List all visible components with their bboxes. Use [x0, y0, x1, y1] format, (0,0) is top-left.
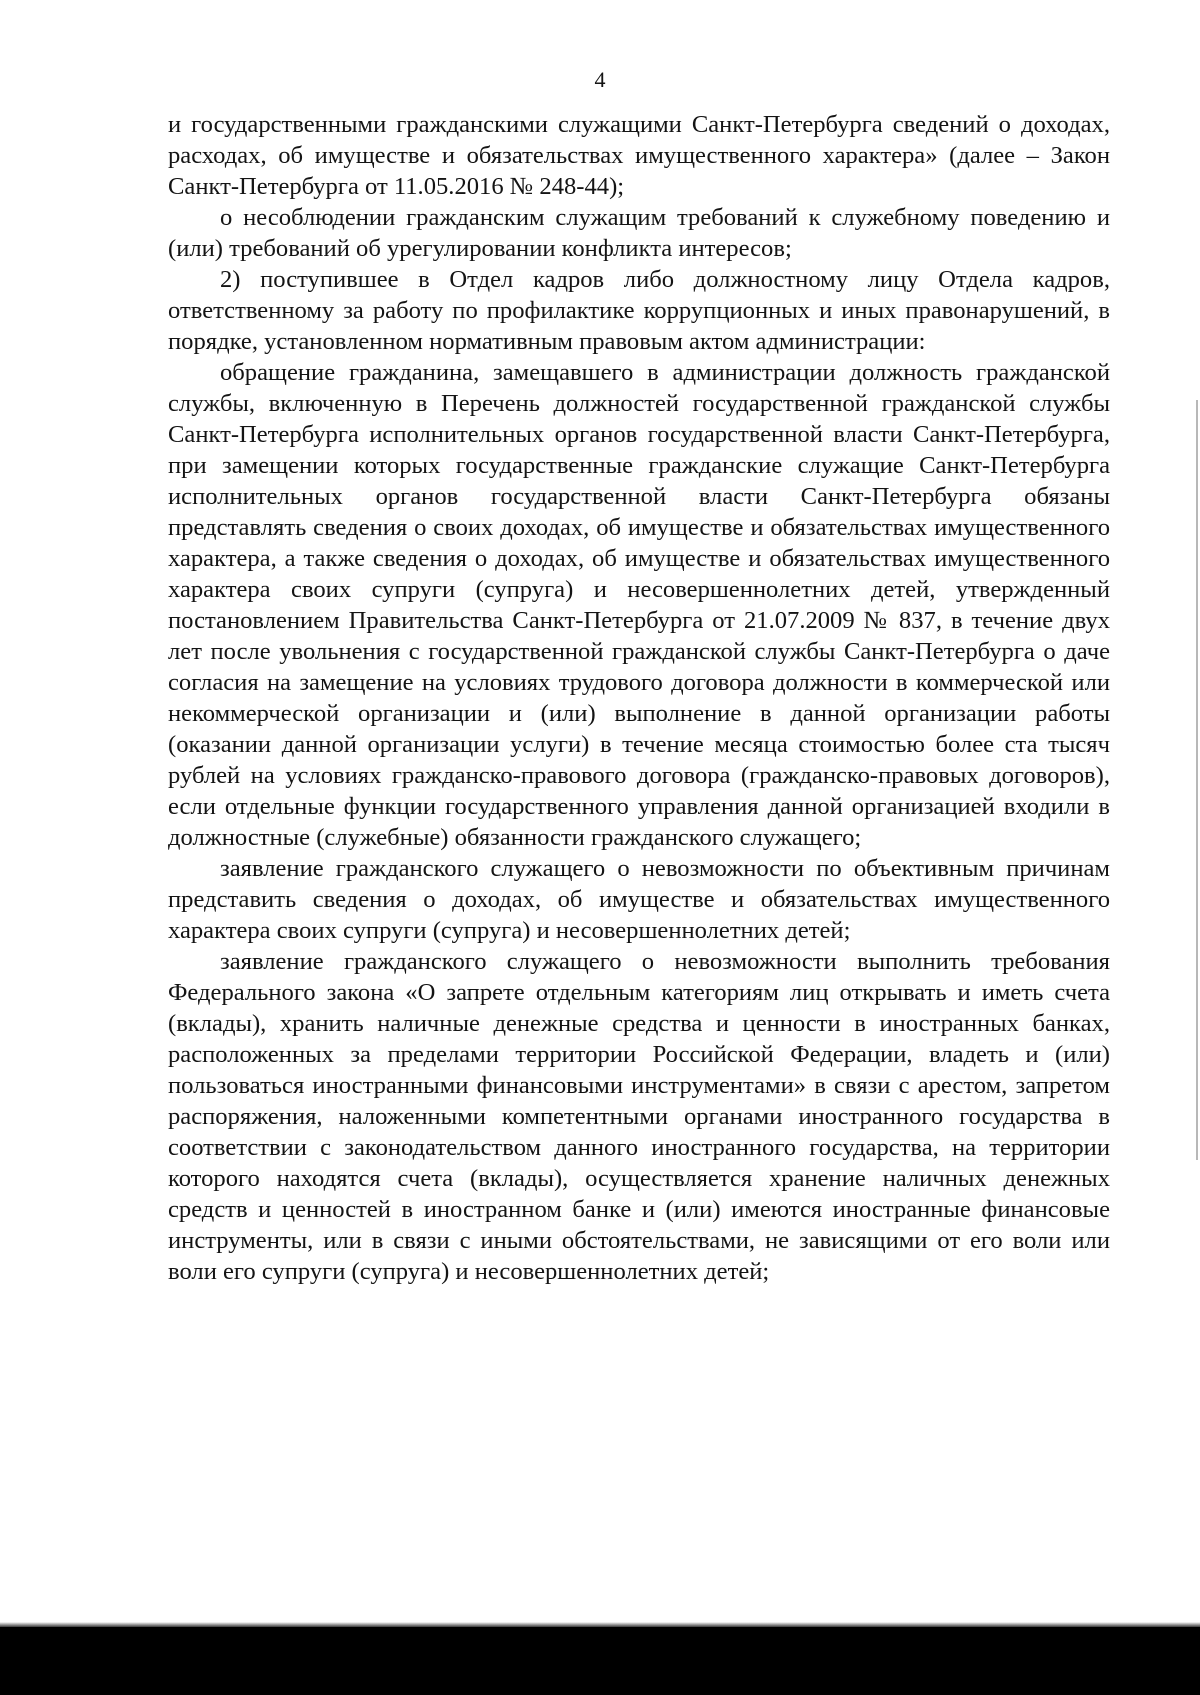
paragraph-conflict-of-interest: о несоблюдении гражданским служащим требований к служебному поведению и (или) требований об урегулировании конфликта интересов;: [168, 204, 1110, 262]
paragraph-statement-income: заявление гражданского служащего о невозможности по объективным причинам представить сведения о доходах, об имуществе и обязательствах имущественного характера своих супруги (супруга) и несовершеннолетних детей;: [168, 855, 1110, 944]
paragraph-continuation: и государственными гражданскими служащими Санкт-Петербурга сведений о доходах, расходах, об имуществе и обязательствах имущественного характера» (далее – Закон Санкт-Петербурга от 11.05.2016 № 248-44);: [168, 111, 1110, 200]
paragraph-citizen-appeal: обращение гражданина, замещавшего в администрации должность гражданской службы, включенную в Перечень должностей государственной гражданской службы Санкт-Петербурга исполнительных органов государственной власти Санкт-Петербурга, при замещении которых государственные гражданские служащие Санкт-Петербурга исполнительных органов государственной власти Санкт-Петербурга обязаны представлять сведения о своих доходах, об имуществе и обязательствах имущественного характера, а также сведения о доходах, об имуществе и обязательствах имущественного характера своих супруги (супруга) и несовершеннолетних детей, утвержденный постановлением Правительства Санкт-Петербурга от 21.07.2009 № 837, в течение двух лет после увольнения с государственной гражданской службы Санкт-Петербурга о даче согласия на замещение на условиях трудового договора должности в коммерческой или некоммерческой организации и (или) выполнение в данной организации работы (оказании данной организации услуги) в течение месяца стоимостью более ста тысяч рублей на условиях гражданско-правового договора (гражданско-правовых договоров), если отдельные функции государственного управления данной организацией входили в должностные (служебные) обязанности гражданского служащего;: [168, 359, 1110, 851]
scan-bottom-black-bar: [0, 1627, 1200, 1695]
document-body: [168, 109, 1110, 1287]
paragraph-statement-foreign-accounts: заявление гражданского служащего о невозможности выполнить требования Федерального закона «О запрете отдельным категориям лиц открывать и иметь счета (вклады), хранить наличные денежные средства и ценности в иностранных банках, расположенных за пределами территории Российской Федерации, владеть и (или) пользоваться иностранными финансовыми инструментами» в связи с арестом, запретом распоряжения, наложенными компетентными органами иностранного государства в соответствии с законодательством данного иностранного государства, на территории которого находятся счета (вклады), осуществляется хранение наличных денежных средств и ценностей в иностранном банке и (или) имеются иностранные финансовые инструменты, или в связи с иными обстоятельствами, не зависящими от его воли или воли его супруги (супруга) и несовершеннолетних детей;: [168, 948, 1110, 1285]
page-number: 4: [594, 67, 606, 92]
paragraph-item-2: 2) поступившее в Отдел кадров либо должностному лицу Отдела кадров, ответственному за работу по профилактике коррупционных и иных правонарушений, в порядке, установленном нормативным правовым актом администрации:: [168, 266, 1110, 355]
scan-edge-line: [1196, 400, 1198, 1160]
